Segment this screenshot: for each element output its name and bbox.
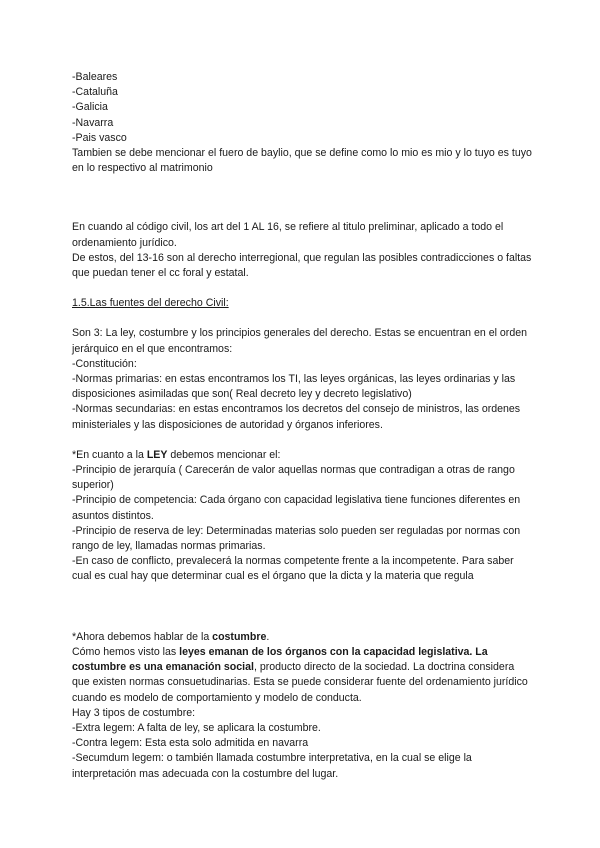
ley-intro: *En cuanto a la LEY debemos mencionar el: <box>72 448 281 461</box>
paragraph-fuentes: Son 3: La ley, costumbre y los principios generales del derecho. Estas se encuentran en el orden jerárquico en el que encontramos: <box>72 327 528 355</box>
regions-list <box>72 70 532 146</box>
list-item: -Baleares <box>72 71 118 83</box>
list-item: -Principio de jerarquía ( Carecerán de valor aquellas normas que contradigan a otras de rango superior) <box>72 464 515 492</box>
paragraph-baylio: Tambien se debe mencionar el fuero de baylio, que se define como lo mio es mio y lo tuyo es tuyo en lo respectivo al matrimonio <box>72 147 532 175</box>
tipos-intro: Hay 3 tipos de costumbre: <box>72 706 196 719</box>
paragraph-costumbre: Cómo hemos visto las leyes emanan de los órganos con la capacidad legislativa. La costumbre es una emanación social, producto directo de la sociedad. La doctrina considera que existen normas consuetudinarias. Esta se puede considerar fuente del ordenamiento jurídico cuando es modelo de comportamiento y modelo de conducta. <box>72 645 528 704</box>
list-item: -Principio de competencia: Cada órgano con capacidad legislativa tiene funciones diferentes en asuntos distintos. <box>72 494 521 522</box>
costumbre-intro: *Ahora debemos hablar de la costumbre. <box>72 630 270 643</box>
list-item: -Cataluña <box>72 86 118 99</box>
section-heading: 1.5.Las fuentes del derecho Civil: <box>72 297 229 310</box>
paragraph-interregional: De estos, del 13-16 son al derecho interregional, que regulan las posibles contradicciones o faltas que puedan tener el cc foral y estatal. <box>72 251 532 280</box>
list-item: -Contra legem: Esta esta solo admitida en navarra <box>72 737 309 750</box>
list-item: -Pais vasco <box>72 131 127 144</box>
list-item: -Navarra <box>72 116 114 129</box>
list-item: -Extra legem: A falta de ley, se aplicara la costumbre. <box>72 721 321 734</box>
list-item: -Constitución: <box>72 357 137 370</box>
list-item: -Galicia <box>72 101 108 114</box>
list-item: -Normas primarias: en estas encontramos los TI, las leyes orgánicas, las leyes ordinarias y las disposiciones asimiladas que son( Real decreto ley y decreto legislativo) <box>72 373 516 401</box>
list-item: -Principio de reserva de ley: Determinadas materias solo pueden ser reguladas por normas con rango de ley, llamadas normas primarias. <box>72 524 521 553</box>
list-item: -En caso de conflicto, prevalecerá la normas competente frente a la incompetente. Para saber cual es cual hay que determinar cual es el órgano que la dicta y la materia que regula <box>72 555 514 583</box>
list-item: -Normas secundarias: en estas encontramos los decretos del consejo de ministros, las ordenes ministeriales y las disposiciones de autoridad y órganos inferiores. <box>72 403 521 431</box>
list-item: -Secumdum legem: o también llamada costumbre interpretativa, en la cual se elige la interpretación mas adecuada con la costumbre del lugar. <box>72 752 472 780</box>
document-body <box>72 70 532 782</box>
paragraph-codigo-civil: En cuando al código civil, los art del 1 AL 16, se refiere al titulo preliminar, aplicado a todo el ordenamiento jurídico. <box>72 221 504 249</box>
